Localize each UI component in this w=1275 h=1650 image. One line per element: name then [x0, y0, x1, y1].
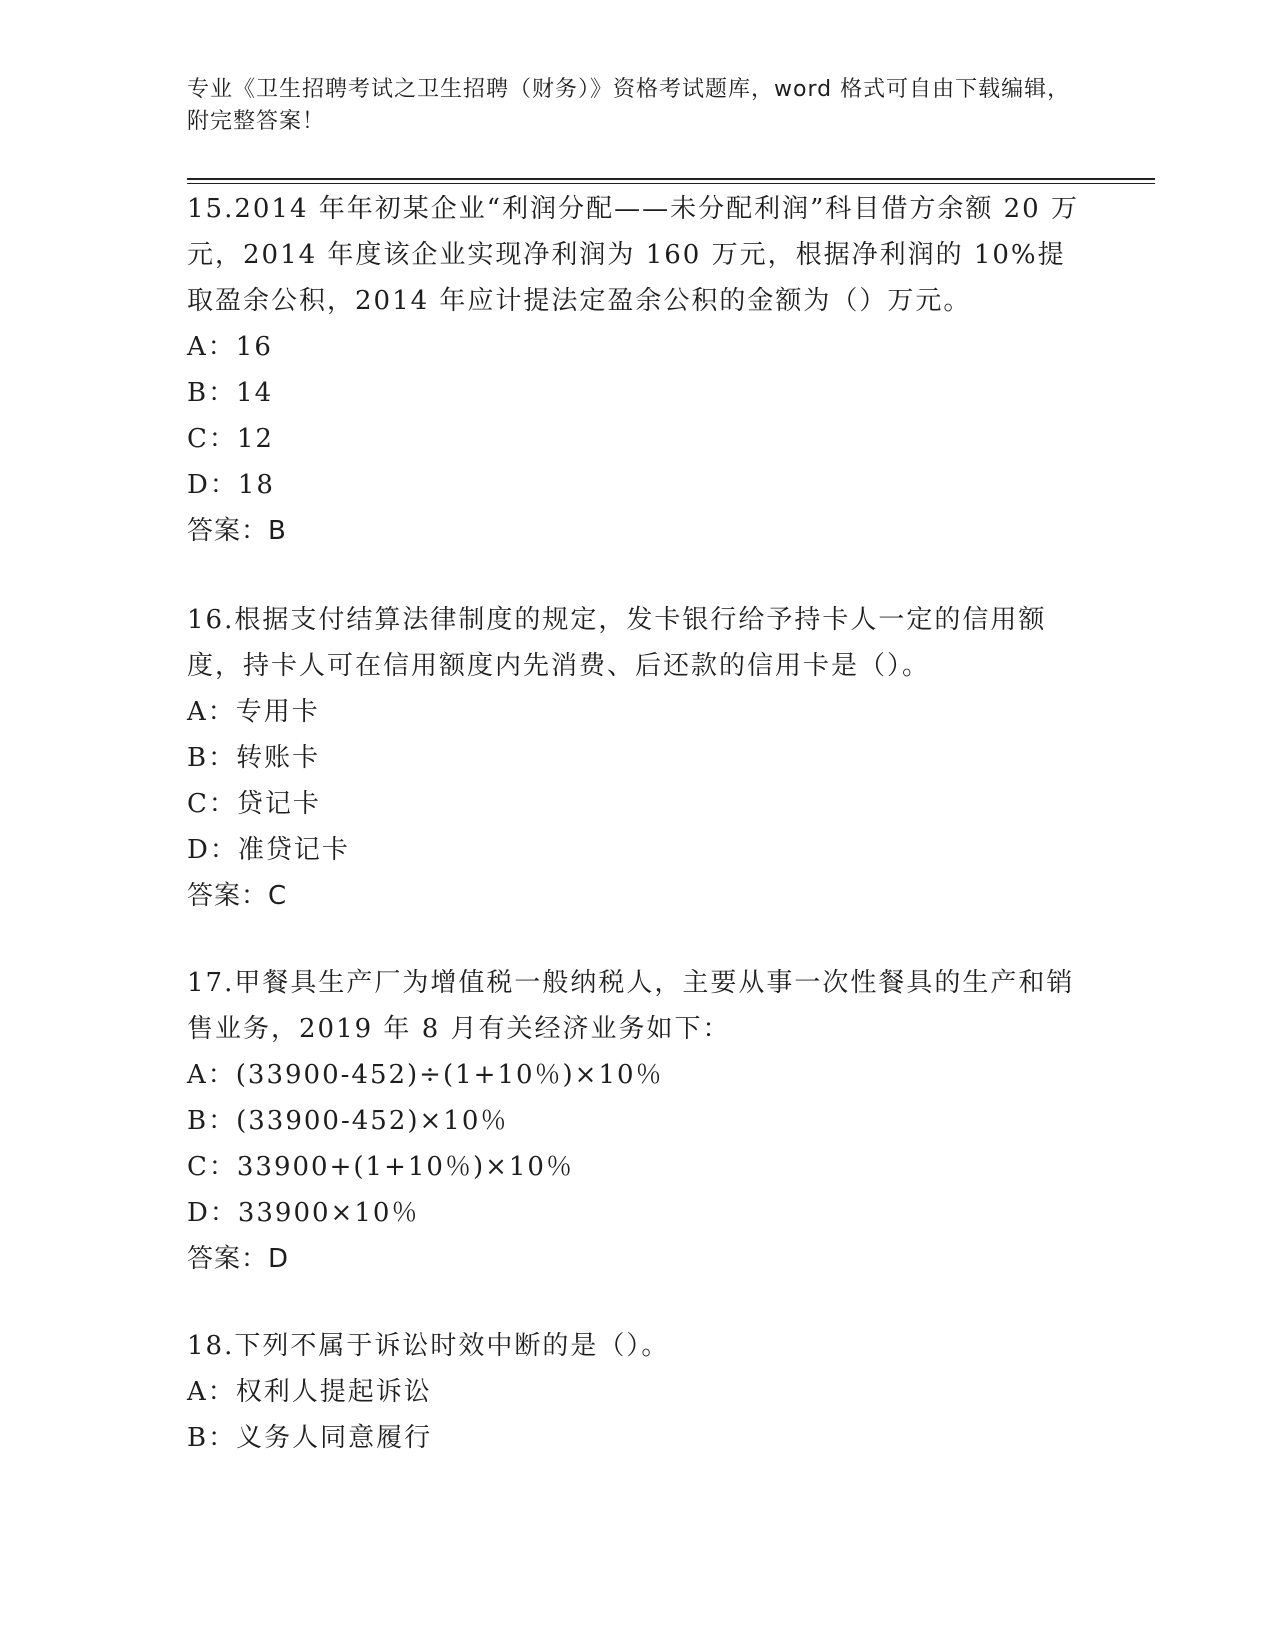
question-stem: 16.根据支付结算法律制度的规定，发卡银行给予持卡人一定的信用额度，持卡人可在信用额度内先消费、后还款的信用卡是（）。: [187, 605, 1047, 681]
answer: 答案：D: [187, 1244, 290, 1274]
option-a: A：(33900-452)÷(1+10％)×10％: [187, 1060, 664, 1090]
header-rule-thin: [187, 183, 1155, 184]
option-a: A：专用卡: [187, 697, 320, 727]
option-b: B：义务人同意履行: [187, 1423, 433, 1453]
header-rule: [187, 178, 1155, 180]
document-header: 专业《卫生招聘考试之卫生招聘（财务）》资格考试题库，word 格式可自由下载编辑，附完整答案！: [187, 77, 1071, 134]
option-c: C：12: [187, 424, 274, 454]
question-15: [187, 186, 1087, 554]
answer: 答案：C: [187, 881, 288, 911]
option-a: A：权利人提起诉讼: [187, 1377, 432, 1407]
option-b: B：转账卡: [187, 743, 321, 773]
answer: 答案：B: [187, 516, 287, 546]
option-d: D：18: [187, 470, 275, 500]
option-d: D：33900×10％: [187, 1198, 420, 1228]
option-d: D：准贷记卡: [187, 835, 350, 865]
question-stem: 15.2014 年年初某企业“利润分配——未分配利润”科目借方余额 20 万元，2014 年度该企业实现净利润为 160 万元，根据净利润的 10%提取盈余公积，2014 年应计提法定盈余公积的金额为（）万元。: [187, 194, 1079, 316]
question-16: [187, 597, 1087, 919]
question-18: [187, 1323, 1087, 1461]
option-b: B：14: [187, 378, 274, 408]
question-stem: 17.甲餐具生产厂为增值税一般纳税人，主要从事一次性餐具的生产和销售业务，2019 年 8 月有关经济业务如下：: [187, 968, 1075, 1044]
question-stem: 18.下列不属于诉讼时效中断的是（）。: [187, 1331, 670, 1361]
question-17: [187, 960, 1087, 1282]
option-a: A：16: [187, 332, 273, 362]
option-c: C：贷记卡: [187, 789, 321, 819]
option-c: C：33900+(1+10％)×10％: [187, 1152, 574, 1182]
option-b: B：(33900-452)×10％: [187, 1106, 509, 1136]
